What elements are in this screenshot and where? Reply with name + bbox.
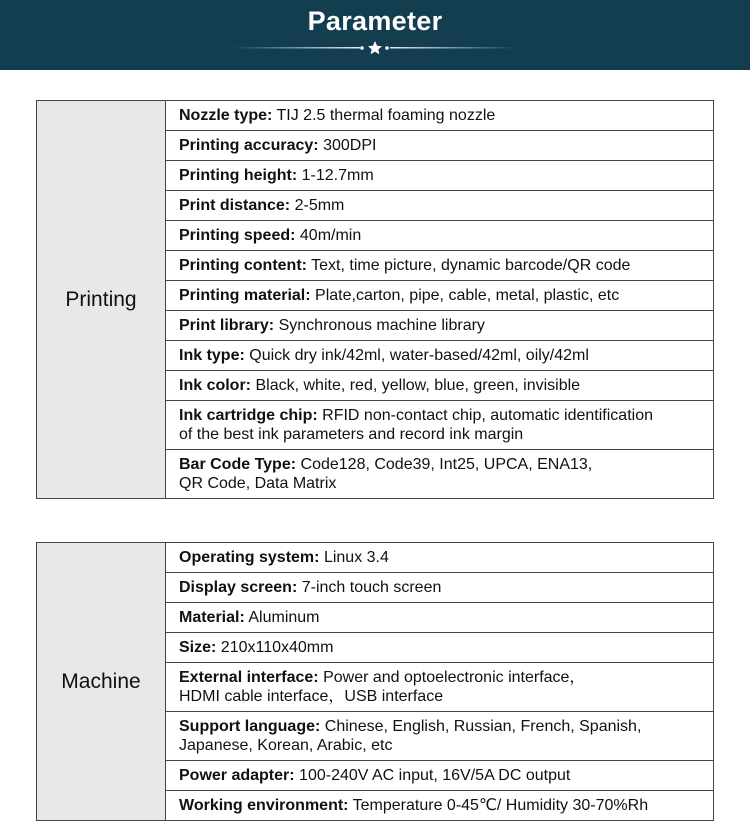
spec-row: Support language: Chinese, English, Russian, French, Spanish, Japanese, Korean, Arabic, etc <box>166 712 714 761</box>
category-machine: Machine <box>37 543 166 821</box>
spec-row: Material: Aluminum <box>166 603 714 633</box>
header-banner <box>0 0 750 70</box>
spec-row: Operating system: Linux 3.4 <box>166 543 714 573</box>
machine-spec-table <box>36 542 714 821</box>
page-title: Parameter <box>307 6 443 36</box>
spec-row: Size: 210x110x40mm <box>166 633 714 663</box>
spec-row: Nozzle type: TIJ 2.5 thermal foaming nozzle <box>166 101 714 131</box>
spec-row: Ink cartridge chip: RFID non-contact chip, automatic identification of the best ink parameters and record ink margin <box>166 401 714 450</box>
spec-row: Power adapter: 100-240V AC input, 16V/5A DC output <box>166 761 714 791</box>
spec-row: Ink color: Black, white, red, yellow, blue, green, invisible <box>166 371 714 401</box>
spec-row: Bar Code Type: Code128, Code39, Int25, UPCA, ENA13, QR Code, Data Matrix <box>166 450 714 499</box>
printing-spec-table <box>36 100 714 499</box>
spec-row: Printing height: 1-12.7mm <box>166 161 714 191</box>
category-printing: Printing <box>37 101 166 499</box>
spec-row: Ink type: Quick dry ink/42ml, water-based/42ml, oily/42ml <box>166 341 714 371</box>
spec-row: Display screen: 7-inch touch screen <box>166 573 714 603</box>
spec-row: External interface: Power and optoelectronic interface， HDMI cable interface，USB interface <box>166 663 714 712</box>
spec-row: Printing speed: 40m/min <box>166 221 714 251</box>
spec-row: Print distance: 2-5mm <box>166 191 714 221</box>
spec-row: Printing material: Plate,carton, pipe, cable, metal, plastic, etc <box>166 281 714 311</box>
star-divider-icon <box>0 0 750 70</box>
spec-row: Working environment: Temperature 0-45℃/ Humidity 30-70%Rh <box>166 791 714 821</box>
spec-row: Printing accuracy: 300DPI <box>166 131 714 161</box>
spec-row: Print library: Synchronous machine library <box>166 311 714 341</box>
spec-row: Printing content: Text, time picture, dynamic barcode/QR code <box>166 251 714 281</box>
